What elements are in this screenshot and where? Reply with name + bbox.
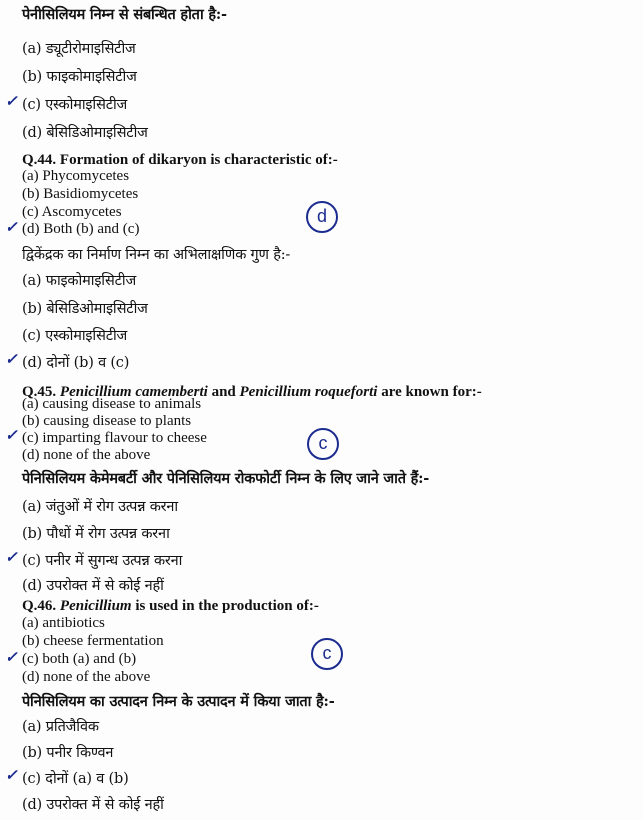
option-d: (d) Both (b) and (c) [22,221,140,237]
question-number: Q.44. [22,152,57,168]
option-a: (a) antibiotics [22,615,105,631]
option-c: (c) एस्कोमाइसिटीज [22,328,128,344]
option-d: (d) दोनों (b) व (c) [22,355,130,371]
option-b: (b) पौधों में रोग उत्पन्न करना [22,526,170,542]
question-text: Formation of dikaryon is characteristic of:- [59,152,338,168]
option-a: (a) Phycomycetes [22,168,130,184]
tick-mark: ✓ [5,351,18,368]
option-c: (c) दोनों (a) व (b) [22,771,129,787]
option-a: (a) जंतुओं में रोग उत्पन्न करना [22,499,178,515]
tick-mark: ✓ [5,219,18,236]
question-44 [22,152,338,169]
option-c: (c) एस्कोमाइसिटीज [22,97,128,113]
question-46 [22,598,319,615]
option-b: (b) causing disease to plants [22,413,192,429]
answer-circle: d [306,201,338,233]
answer-circle: c [311,638,343,670]
tick-mark: ✓ [5,427,18,444]
option-b: (b) फाइकोमाइसिटीज [22,69,137,85]
option-b: (b) पनीर किण्वन [22,745,114,761]
tick-mark: ✓ [5,767,18,784]
option-a: (a) ड्यूटीरोमाइसिटीज [22,41,136,57]
option-d: (d) बेसिडिओमाइसिटीज [22,125,148,141]
option-b: (b) cheese fermentation [22,633,164,649]
option-a: (a) causing disease to animals [22,396,202,412]
answer-circle: c [307,428,339,460]
question-text: are known for:- [377,384,482,400]
option-c: (c) imparting flavour to cheese [22,430,207,446]
option-d: (d) none of the above [22,447,151,463]
hindi-question-heading: द्विकेंद्रक का निर्माण निम्न का अभिलाक्षणिक गुण है:- [22,247,291,263]
question-number: Q.45. [22,384,57,400]
option-a: (a) प्रतिजैविक [22,719,99,735]
option-c: (c) पनीर में सुगन्ध उत्पन्न करना [22,553,183,569]
species-name: Penicillium camemberti [59,384,208,400]
species-name: Penicillium [59,598,132,614]
tick-mark: ✓ [5,549,18,566]
hindi-question-heading: पेनिसिलियम केमेमबर्टी और पेनिसिलियम रोकफोर्टी निम्न के लिए जाने जाते हैं:- [22,470,430,487]
option-d: (d) उपरोक्त में से कोई नहीं [22,797,164,813]
option-b: (b) Basidiomycetes [22,186,139,202]
tick-mark: ✓ [5,93,18,110]
species-name: Penicillium roqueforti [239,384,378,400]
option-d: (d) none of the above [22,669,151,685]
question-number: Q.46. [22,598,57,614]
hindi-question-heading: पेनिसिलियम का उत्पादन निम्न के उत्पादन में किया जाता है:- [22,693,335,710]
option-d: (d) उपरोक्त में से कोई नहीं [22,578,164,594]
hindi-question-heading: पेनीसिलियम निम्न से संबन्धित होता है:- [22,6,227,23]
question-text: and [207,384,240,400]
tick-mark: ✓ [5,649,18,666]
option-b: (b) बेसिडिओमाइसिटीज [22,301,148,317]
option-a: (a) फाइकोमाइसिटीज [22,273,137,289]
question-text: is used in the production of:- [131,598,319,614]
option-c: (c) Ascomycetes [22,204,122,220]
option-c: (c) both (a) and (b) [22,651,137,667]
